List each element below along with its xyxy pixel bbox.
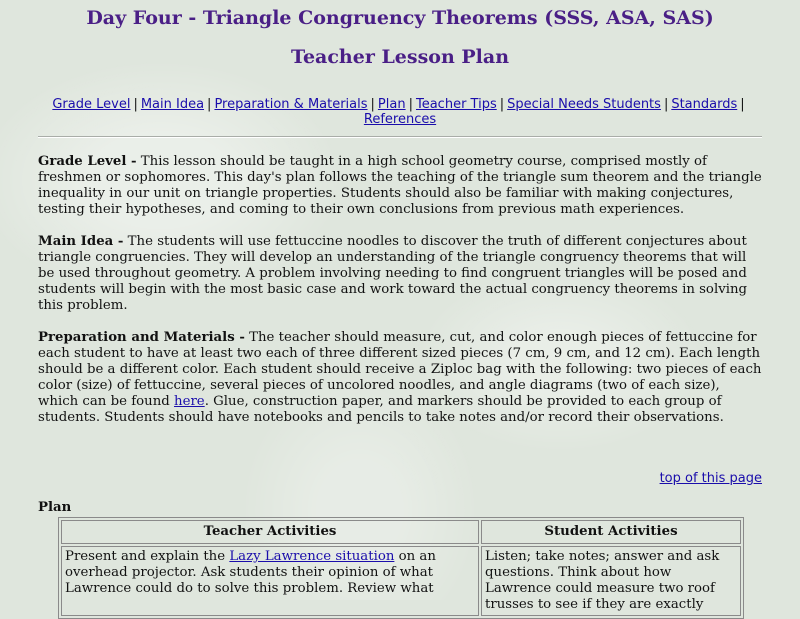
plan-table [58,517,744,619]
preparation-text: The teacher should measure, cut, and color enough pieces of fettuccine for each student to have at least two each of three different sized pieces (7 cm, 9 cm, and 12 cm). Each length should be a different color. Each student should receive a Ziploc bag with the following: two pieces of each color (size) of fettuccine, several pieces of uncolored noodles, and angle diagrams (two of each size), which can be found [38,330,762,409]
nav-link-grade-level[interactable]: Grade Level [52,97,131,112]
section-nav [38,97,762,127]
student-activities-header: Student Activities [481,520,741,544]
nav-link-standards[interactable]: Standards [671,97,738,112]
nav-separator: | [408,97,413,112]
student-activity-cell: Listen; take notes; answer and ask questions. Think about how Lawrence could measure two roof trusses to see if they are exactly [481,546,741,616]
nav-link-teacher-tips[interactable]: Teacher Tips [415,97,497,112]
nav-separator: | [740,97,745,112]
plan-heading: Plan [38,500,72,515]
grade-level-section [38,154,762,218]
nav-separator: | [207,97,212,112]
teacher-activities-header: Teacher Activities [61,520,479,544]
nav-link-main-idea[interactable]: Main Idea [140,97,205,112]
nav-separator: | [499,97,505,112]
nav-separator: | [133,97,138,112]
nav-separator: | [663,97,669,112]
teacher-activity-cell [61,546,479,616]
teacher-activity-text: Present and explain the [65,549,226,564]
table-header-row [61,520,741,544]
preparation-label: Preparation and Materials - [38,330,245,345]
table-row [61,546,741,616]
grade-level-text: This lesson should be taught in a high school geometry course, comprised mostly of freshmen or sophomores. This day's plan follows the teaching of the triangle sum theorem and the triangle inequality in our unit on triangle properties. Students should also be familiar with making conjectures, testing their hypotheses, and coming to their own conclusions from previous math experiences. [38,154,762,217]
nav-link-plan[interactable]: Plan [377,97,406,112]
horizontal-rule [38,136,762,138]
nav-separator: | [370,97,375,112]
angle-diagrams-link[interactable]: here [174,394,205,409]
lesson-content [38,154,762,442]
lazy-lawrence-link[interactable]: Lazy Lawrence situation [229,549,395,564]
nav-link-references[interactable]: References [363,112,437,127]
grade-level-label: Grade Level - [38,154,137,169]
nav-link-preparation[interactable]: Preparation & Materials [214,97,368,112]
page-title: Day Four - Triangle Congruency Theorems (SSS, ASA, SAS) [86,7,714,29]
main-idea-section [38,234,762,314]
preparation-text-end: . Glue, construction paper, and markers should be provided to each group of students. Students should have notebooks and pencils to take notes and/or record their observations. [38,394,724,425]
nav-link-special-needs[interactable]: Special Needs Students [507,97,661,112]
main-idea-text: The students will use fettuccine noodles to discover the truth of different conjectures about triangle congruencies. They will develop an understanding of the triangle congruency theorems that will be used throughout geometry. A problem involving needing to find congruent triangles will be posed and students will begin with the most basic case and work toward the actual congruency theorems in solving this problem. [38,234,748,313]
page-subtitle: Teacher Lesson Plan [290,46,510,68]
teacher-activity-text-cont: on an overhead projector. Ask students their opinion of what Lawrence could do to solve this problem. Review what [65,549,436,596]
preparation-section [38,330,762,426]
main-idea-label: Main Idea - [38,234,124,249]
top-of-page-link[interactable]: top of this page [659,471,762,486]
